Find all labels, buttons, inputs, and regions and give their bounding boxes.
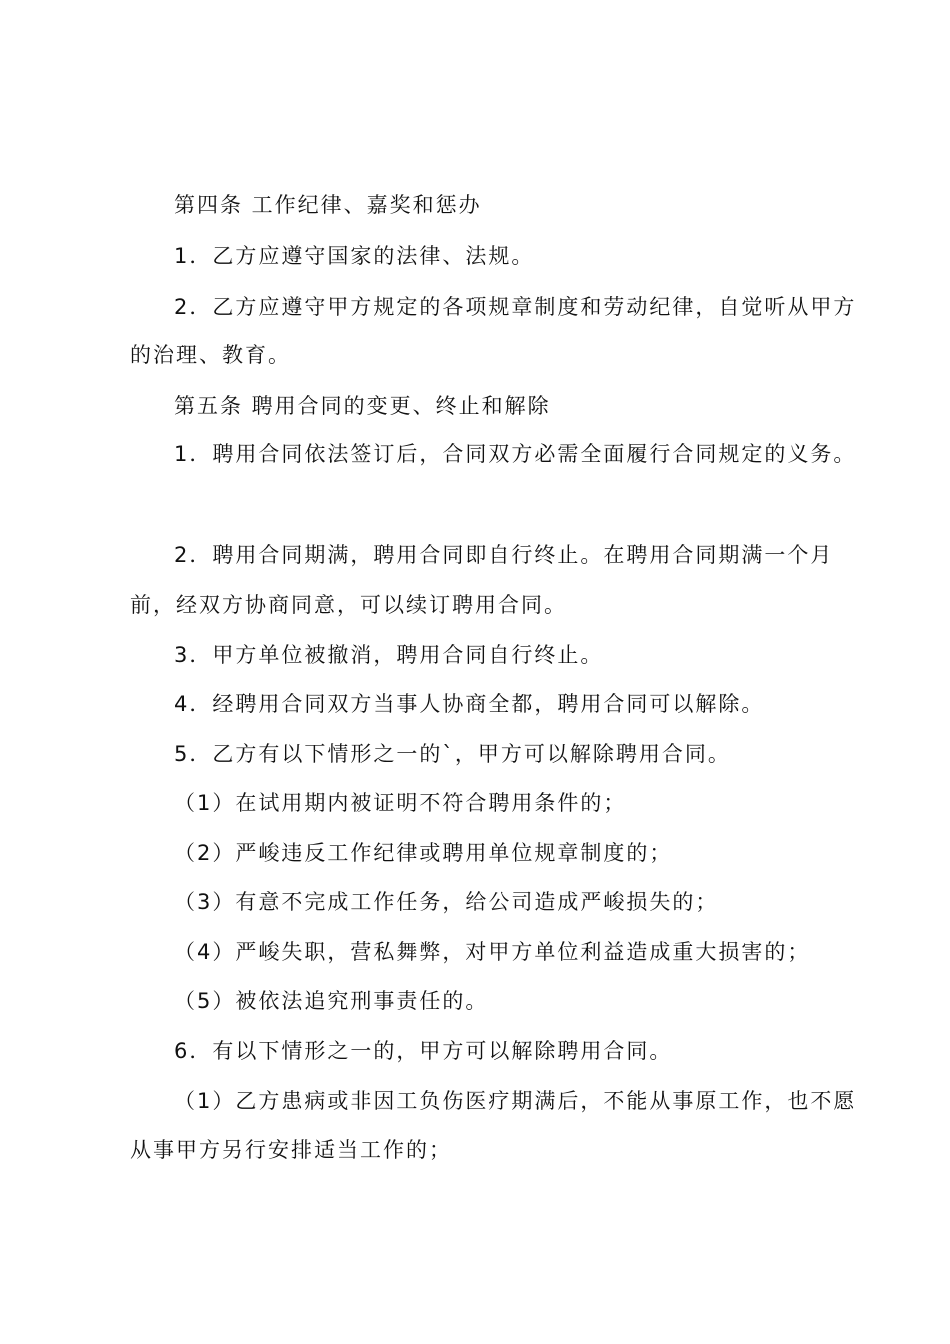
- clause-5-item-3: （3）有意不完成工作任务，给公司造成严峻损失的；: [174, 890, 719, 914]
- clause-5-item-5: （5）被依法追究刑事责任的。: [174, 989, 489, 1013]
- clause-5-item-2: （2）严峻违反工作纪律或聘用单位规章制度的；: [174, 841, 673, 865]
- article-4-clause-2-cont: 的治理、教育。: [130, 343, 291, 367]
- article-5-clause-4: 4．经聘用合同双方当事人协商全都，聘用合同可以解除。: [174, 692, 765, 716]
- clause-5-item-4: （4）严峻失职，营私舞弊，对甲方单位利益造成重大损害的；: [174, 940, 811, 964]
- clause-5-item-1: （1）在试用期内被证明不符合聘用条件的；: [174, 791, 627, 815]
- article-5-clause-3: 3．甲方单位被撤消，聘用合同自行终止。: [174, 643, 604, 667]
- clause-6-item-1-cont: 从事甲方另行安排适当工作的；: [130, 1138, 452, 1162]
- article-4-heading: 第四条 工作纪律、嘉奖和惩办: [174, 193, 482, 217]
- article-4-clause-2: 2．乙方应遵守甲方规定的各项规章制度和劳动纪律，自觉听从甲方: [174, 295, 857, 319]
- article-5-clause-2: 2．聘用合同期满，聘用合同即自行终止。在聘用合同期满一个月: [174, 543, 834, 567]
- article-5-clause-2-cont: 前，经双方协商同意，可以续订聘用合同。: [130, 593, 567, 617]
- clause-6-item-1: （1）乙方患病或非因工负伤医疗期满后，不能从事原工作，也不愿: [174, 1089, 857, 1113]
- article-5-clause-1: 1．聘用合同依法签订后，合同双方必需全面履行合同规定的义务。: [174, 442, 857, 466]
- article-4-clause-1: 1．乙方应遵守国家的法律、法规。: [174, 244, 535, 268]
- article-5-clause-5: 5．乙方有以下情形之一的`，甲方可以解除聘用合同。: [174, 742, 731, 766]
- article-5-clause-6: 6．有以下情形之一的，甲方可以解除聘用合同。: [174, 1039, 673, 1063]
- article-5-heading: 第五条 聘用合同的变更、终止和解除: [174, 394, 551, 418]
